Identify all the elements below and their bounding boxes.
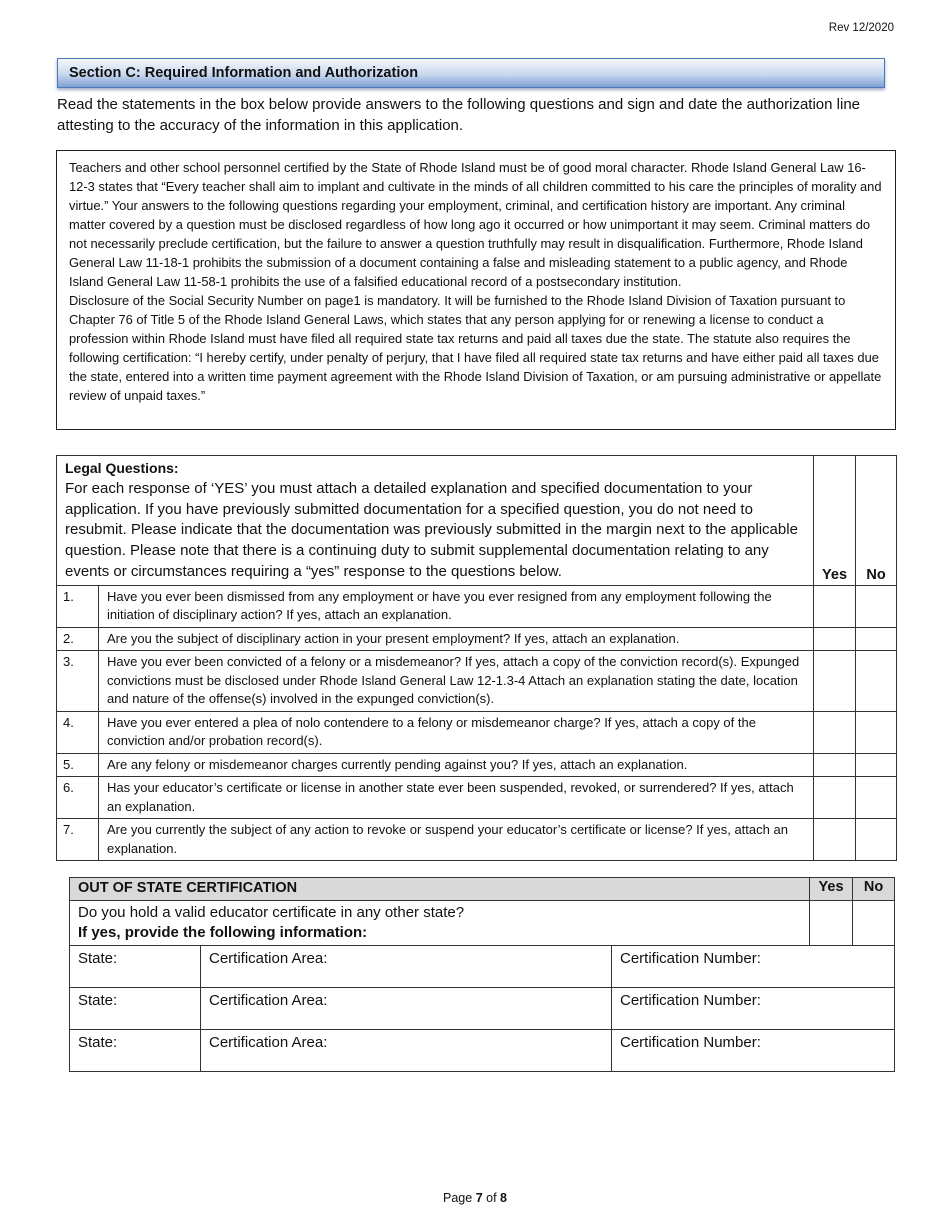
yes-answer-cell[interactable] — [814, 753, 856, 777]
legal-question-row — [57, 585, 897, 627]
legal-question-row — [57, 627, 897, 651]
legal-questions-table — [56, 455, 897, 861]
page-total: 8 — [500, 1191, 507, 1205]
statement-paragraph-ssn-disclosure: Disclosure of the Social Security Number on page1 is mandatory. It will be furnished to the Rhode Island Division of Taxation pursuant to Chapter 76 of Title 5 of the Rhode Island General Laws, which states that any person applying for or renewing a license to conduct a profession within Rhode Island must have filed all required state tax returns and paid all taxes due the state. The statute also requires the following certification: “I hereby certify, under penalty of perjury, that I have filed all required state tax returns and have either paid all taxes due the state, entered into a written time payment agreement with the Rhode Island Division of Taxation, or am pursuing administrative or appellate review of unpaid taxes.” — [69, 293, 882, 403]
question-number: 6. — [57, 777, 99, 819]
no-column-header: No — [856, 456, 897, 586]
no-answer-cell[interactable] — [856, 627, 897, 651]
state-field[interactable]: State: — [70, 988, 201, 1030]
question-text: Are any felony or misdemeanor charges currently pending against you? If yes, attach an explanation. — [99, 753, 814, 777]
no-answer-cell[interactable] — [856, 711, 897, 753]
yes-answer-cell[interactable] — [814, 585, 856, 627]
certification-number-field[interactable]: Certification Number: — [612, 988, 895, 1030]
question-number: 4. — [57, 711, 99, 753]
of-word: of — [482, 1191, 501, 1205]
oos-followup: If yes, provide the following information: — [78, 924, 368, 941]
legal-question-row — [57, 753, 897, 777]
revision-date: Rev 12/2020 — [828, 22, 894, 34]
yes-column-header: Yes — [814, 456, 856, 586]
legal-instructions: For each response of ‘YES’ you must attach a detailed explanation and specified documentation to your application. If you have previously submitted documentation for a specified question, you do not need to resubmit. Please indicate that the documentation was previously submitted in the margin next to the applicable question. Please note that there is a continuing duty to submit supplemental documentation relating to any events or circumstances requiring a “yes” response to the questions below. — [65, 479, 798, 580]
oos-question-cell — [70, 901, 810, 946]
oos-question: Do you hold a valid educator certificate in any other state? — [78, 904, 465, 921]
certification-number-field[interactable]: Certification Number: — [612, 1030, 895, 1072]
legal-questions-title: Legal Questions: — [65, 460, 179, 476]
question-text: Has your educator’s certificate or license in another state ever been suspended, revoked, or surrendered? If yes, attach an explanation. — [99, 777, 814, 819]
intro-instructions: Read the statements in the box below provide answers to the following questions and sign and date the authorization line attesting to the accuracy of the information in this application. — [57, 96, 861, 134]
oos-no-header: No — [853, 878, 895, 901]
certification-area-field[interactable]: Certification Area: — [201, 1030, 612, 1072]
yes-answer-cell[interactable] — [814, 651, 856, 712]
certification-area-field[interactable]: Certification Area: — [201, 946, 612, 988]
no-answer-cell[interactable] — [856, 753, 897, 777]
yes-answer-cell[interactable] — [814, 627, 856, 651]
state-field[interactable]: State: — [70, 1030, 201, 1072]
question-number: 2. — [57, 627, 99, 651]
question-text: Are you the subject of disciplinary action in your present employment? If yes, attach an explanation. — [99, 627, 814, 651]
yes-answer-cell[interactable] — [814, 777, 856, 819]
oos-yes-checkbox-cell[interactable] — [810, 901, 853, 946]
statement-paragraph-moral-character: Teachers and other school personnel certified by the State of Rhode Island must be of good moral character. Rhode Island General Law 16-12-3 states that “Every teacher shall aim to implant and cultivate in the minds of all children committed to his care the principles of morality and virtue.” Your answers to the following questions regarding your employment, criminal, and certification history are important. Any criminal matter covered by a question must be disclosed regardless of how long ago it occurred or how unimportant it may seem. Criminal matters do not necessarily preclude certification, but the failure to answer a question truthfully may result in disqualification. Furthermore, Rhode Island General Law 11-18-1 prohibits the submission of a document containing a false and misleading statement to a public agency, and Rhode Island General Law 11-58-1 prohibits the use of a falsified educational record of a postsecondary institution. — [69, 160, 882, 289]
question-text: Have you ever entered a plea of nolo contendere to a felony or misdemeanor charge? If yes, attach a copy of the conviction and/or probation record(s). — [99, 711, 814, 753]
legal-header-row — [57, 456, 897, 586]
question-number: 1. — [57, 585, 99, 627]
page-word: Page — [443, 1191, 476, 1205]
oos-question-row — [70, 901, 895, 946]
oos-entry-row — [70, 988, 895, 1030]
question-number: 7. — [57, 819, 99, 861]
state-field[interactable]: State: — [70, 946, 201, 988]
oos-header-row — [70, 878, 895, 901]
statement-box — [56, 150, 896, 430]
oos-title: OUT OF STATE CERTIFICATION — [70, 878, 810, 901]
legal-question-row — [57, 777, 897, 819]
question-text: Have you ever been dismissed from any employment or have you ever resigned from any employment following the initiation of disciplinary action? If yes, attach an explanation. — [99, 585, 814, 627]
question-number: 3. — [57, 651, 99, 712]
out-of-state-certification-table — [69, 877, 895, 1072]
oos-yes-header: Yes — [810, 878, 853, 901]
section-header: Section C: Required Information and Authorization — [57, 58, 885, 88]
yes-answer-cell[interactable] — [814, 711, 856, 753]
question-text: Are you currently the subject of any action to revoke or suspend your educator’s certificate or license? If yes, attach an explanation. — [99, 819, 814, 861]
no-answer-cell[interactable] — [856, 777, 897, 819]
certification-area-field[interactable]: Certification Area: — [201, 988, 612, 1030]
certification-number-field[interactable]: Certification Number: — [612, 946, 895, 988]
no-answer-cell[interactable] — [856, 651, 897, 712]
yes-answer-cell[interactable] — [814, 819, 856, 861]
legal-question-row — [57, 651, 897, 712]
no-answer-cell[interactable] — [856, 819, 897, 861]
legal-question-row — [57, 819, 897, 861]
page-number: 7 — [475, 1191, 483, 1205]
legal-question-row — [57, 711, 897, 753]
question-text: Have you ever been convicted of a felony or a misdemeanor? If yes, attach a copy of the conviction record(s). Expunged convictions must be disclosed under Rhode Island General Law 12-1.3-4 Attach an explanation stating the date, location and nature of the offense(s) involved in the expunged conviction(s). — [99, 651, 814, 712]
question-number: 5. — [57, 753, 99, 777]
legal-header-cell — [57, 456, 814, 586]
no-answer-cell[interactable] — [856, 585, 897, 627]
oos-no-checkbox-cell[interactable] — [853, 901, 895, 946]
oos-entry-row — [70, 946, 895, 988]
page-footer — [0, 1191, 950, 1205]
oos-entry-row — [70, 1030, 895, 1072]
